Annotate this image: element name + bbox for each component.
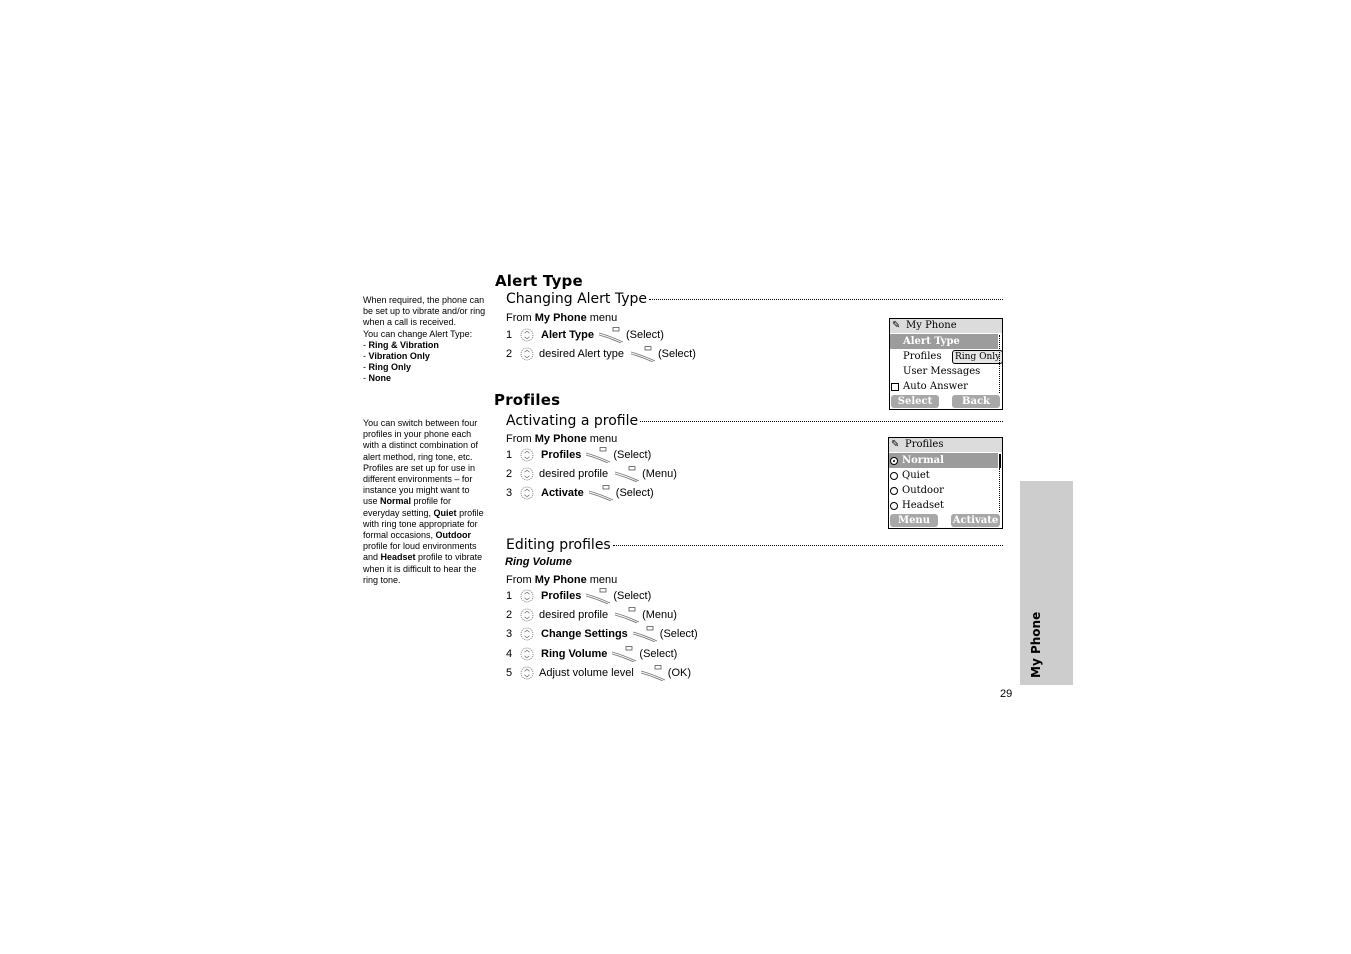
softkey-icon (640, 665, 666, 681)
step-row (506, 345, 696, 363)
softkey-icon (585, 447, 611, 463)
step-number: 2 (506, 348, 513, 360)
step-action: (Select) (613, 449, 652, 461)
softkey-icon (630, 346, 656, 362)
side-line: when a call is received. (363, 317, 457, 328)
checkbox-icon (891, 383, 899, 391)
step-number: 1 (506, 449, 513, 461)
nav-key-icon (520, 627, 534, 641)
side-option: - None (363, 373, 391, 384)
step-number: 1 (506, 329, 513, 341)
screen-title-bar: ✎ Profiles (889, 438, 1002, 452)
softkey-icon (598, 327, 624, 343)
my-phone-screen (889, 318, 1003, 410)
scrollbar-thumb (999, 454, 1001, 468)
side-line: and Headset profile to vibrate (363, 552, 483, 563)
side-tab-label: My Phone (1029, 611, 1043, 678)
profile-item-headset[interactable]: Headset (889, 498, 944, 513)
ring-only-popup: Ring Only (952, 350, 1003, 364)
screen-title-bar: ✎ My Phone (890, 319, 1002, 333)
side-line: profile for loud environments (363, 541, 477, 552)
softkey-icon (614, 466, 640, 482)
side-line: different environments – for (363, 474, 473, 485)
leader-dots (640, 421, 1003, 422)
menu-softkey[interactable]: Menu (890, 514, 938, 527)
step-action: (Select) (613, 590, 652, 602)
profile-item-quiet[interactable]: Quiet (889, 468, 930, 483)
step-action: (Select) (625, 329, 664, 341)
profiles-from-line: From My Phone menu (506, 433, 618, 445)
menu-item-alert-type[interactable]: Alert Type (890, 334, 998, 349)
step-action: (Menu) (642, 468, 677, 480)
step-number: 2 (506, 468, 513, 480)
changing-alert-type-title: Changing Alert Type (506, 291, 648, 307)
profiles-screen (888, 437, 1003, 529)
changing-alert-type-heading (506, 291, 1003, 307)
side-line: with a distinct combination of (363, 440, 479, 451)
step-menu-item: Change Settings (541, 628, 628, 640)
side-line: formal occasions, Outdoor (363, 530, 472, 541)
nav-key-icon (520, 486, 534, 500)
step-text: desired profile (539, 609, 609, 621)
step-number: 3 (506, 487, 513, 499)
step-action: (Select) (658, 348, 696, 360)
nav-key-icon (520, 589, 534, 603)
side-line: When required, the phone can (363, 295, 485, 305)
nav-key-icon (520, 467, 534, 481)
step-menu-item: Profiles (541, 449, 582, 461)
side-option: - Vibration Only (363, 351, 430, 362)
side-line: be set up to vibrate and/or ring (363, 306, 486, 317)
softkey-icon (611, 646, 637, 662)
softkey-icon (585, 588, 611, 604)
profiles-side-note (363, 418, 490, 586)
step-text: desired profile (539, 468, 609, 480)
softkey-bar (889, 513, 1002, 528)
step-action: (Select) (639, 648, 678, 660)
nav-key-icon (520, 347, 534, 361)
step-row (506, 484, 654, 502)
side-option: - Ring Only (363, 362, 411, 373)
step-number: 1 (506, 590, 513, 602)
step-number: 5 (506, 667, 513, 679)
side-line: Profiles are set up for use in (363, 462, 476, 473)
step-row (506, 465, 677, 483)
activating-profile-title: Activating a profile (506, 413, 639, 429)
step-action: (OK) (667, 667, 692, 679)
menu-item-user-messages[interactable]: User Messages (903, 366, 981, 377)
ring-volume-subheading: Ring Volume (505, 556, 572, 568)
radio-icon (890, 472, 898, 480)
step-number: 3 (506, 628, 513, 640)
side-line: everyday setting, Quiet profile (363, 507, 484, 518)
step-menu-item: Profiles (541, 590, 582, 602)
side-line: You can switch between four (363, 418, 478, 428)
alert-type-heading: Alert Type (495, 272, 583, 290)
leader-dots (649, 299, 1003, 300)
editing-profiles-heading (506, 537, 1003, 553)
menu-item-profiles[interactable]: Profiles (903, 351, 942, 362)
page-number: 29 (1000, 688, 1013, 700)
nav-key-icon (520, 328, 534, 342)
step-menu-item: Alert Type (541, 329, 594, 341)
side-tab (1020, 481, 1073, 685)
pencil-icon: ✎ (891, 439, 900, 450)
radio-selected-icon (890, 457, 898, 465)
leader-dots (613, 545, 1003, 546)
step-row (506, 446, 651, 464)
menu-item-auto-answer[interactable]: Auto Answer (890, 379, 968, 394)
step-row (506, 606, 677, 624)
profile-item-normal[interactable]: Normal (889, 453, 998, 468)
step-row (506, 587, 651, 605)
step-row (506, 625, 698, 643)
nav-key-icon (520, 666, 534, 680)
step-text: Adjust volume level (539, 667, 634, 679)
softkey-icon (632, 626, 658, 642)
nav-key-icon (520, 647, 534, 661)
softkey-icon (614, 607, 640, 623)
profiles-heading: Profiles (494, 391, 561, 409)
select-softkey[interactable]: Select (891, 395, 939, 408)
activating-profile-heading (506, 413, 1003, 429)
back-softkey[interactable]: Back (952, 395, 1000, 408)
step-number: 4 (506, 648, 513, 660)
side-line: alert method, ring tone, etc. (363, 451, 473, 462)
step-menu-item: Activate (541, 487, 584, 499)
side-option: - Ring & Vibration (363, 339, 439, 350)
side-line: profiles in your phone each (363, 429, 472, 440)
step-action: (Menu) (642, 609, 677, 621)
side-line: ring tone. (363, 574, 401, 585)
softkey-icon (588, 485, 614, 501)
side-line: when it is difficult to hear the (363, 563, 477, 574)
side-line: with ring tone appropriate for (363, 518, 478, 529)
step-row (506, 664, 691, 682)
nav-key-icon (520, 448, 534, 462)
pencil-icon: ✎ (892, 320, 901, 331)
alert-from-line: From My Phone menu (506, 312, 618, 324)
softkey-bar (890, 394, 1002, 409)
side-line: instance you might want to (363, 485, 470, 496)
side-line: use Normal profile for (363, 496, 452, 507)
step-action: (Select) (615, 487, 654, 499)
step-menu-item: Ring Volume (541, 648, 608, 660)
editing-from-line: From My Phone menu (506, 574, 618, 586)
scrollbar (999, 335, 1000, 393)
step-number: 2 (506, 609, 513, 621)
alert-type-side-note (363, 295, 490, 385)
step-row (506, 645, 677, 663)
editing-profiles-title: Editing profiles (506, 537, 611, 553)
step-text: desired Alert type (539, 348, 624, 360)
radio-icon (890, 487, 898, 495)
step-row (506, 326, 664, 344)
side-line: You can change Alert Type: (363, 328, 473, 339)
activate-softkey[interactable]: Activate (952, 515, 999, 526)
radio-icon (890, 502, 898, 510)
nav-key-icon (520, 608, 534, 622)
scrollbar (999, 468, 1000, 512)
step-action: (Select) (659, 628, 698, 640)
profile-item-outdoor[interactable]: Outdoor (889, 483, 944, 498)
